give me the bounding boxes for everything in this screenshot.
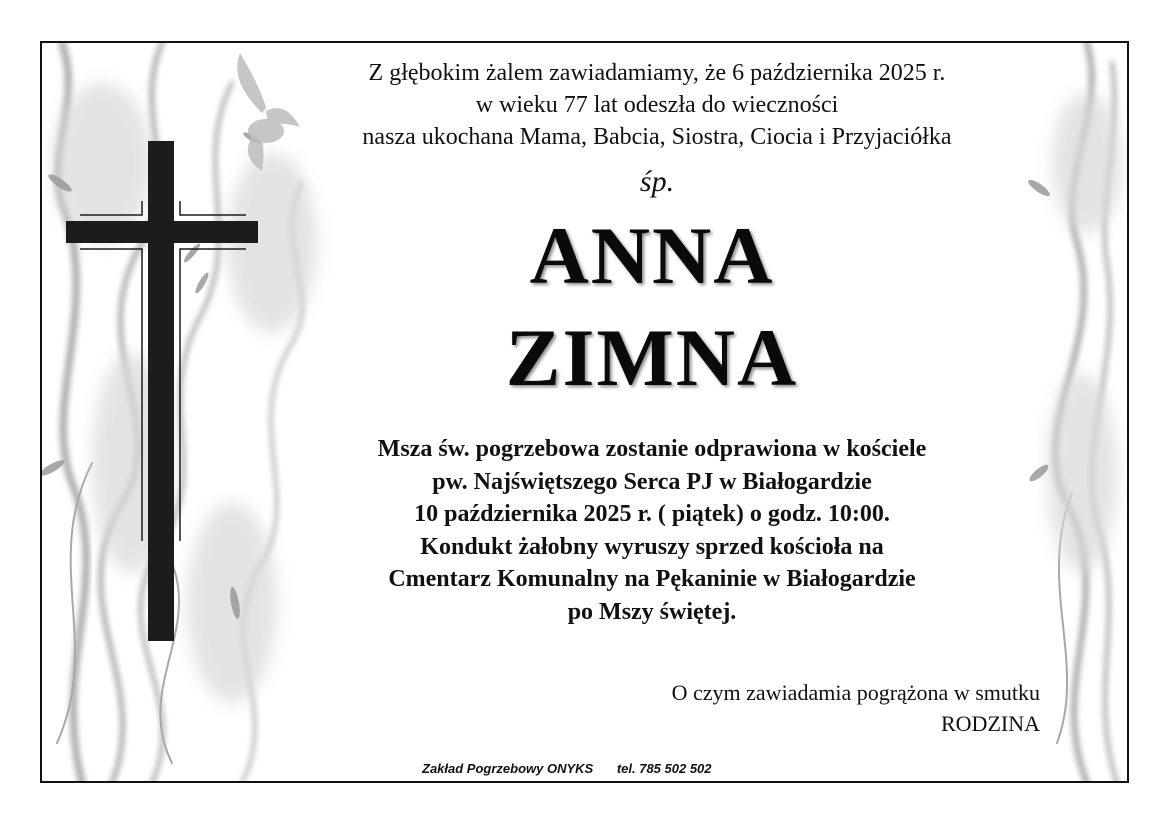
funeral-home-phone: tel. 785 502 502: [616, 761, 712, 776]
intro-line-3: nasza ukochana Mama, Babcia, Siostra, Ciocia i Przyjaciółka: [362, 124, 952, 150]
ceremony-line-6: po Mszy świętej.: [567, 598, 737, 625]
funeral-home-name: Zakład Pogrzebowy ONYKS: [422, 761, 594, 776]
deceased-first-name: ANNA: [529, 210, 775, 301]
funeral-details: [282, 433, 1022, 628]
closing-line: O czym zawiadamia pogrążona w smutku: [671, 680, 1040, 705]
ceremony-line-1: Msza św. pogrzebowa zostanie odprawiona w kościele: [377, 436, 927, 462]
family-signature: RODZINA: [941, 711, 1040, 736]
obituary-frame: [40, 41, 1129, 783]
ceremony-line-2: pw. Najświętszego Serca PJ w Białogardzie: [432, 468, 872, 495]
cross-icon: [66, 141, 258, 641]
deceased-last-name: ZIMNA: [505, 312, 799, 403]
honorific: śp.: [639, 165, 675, 198]
closing-signature: [582, 677, 1040, 739]
ceremony-line-5: Cmentarz Komunalny na Pękaninie w Białogardzie: [388, 566, 916, 592]
funeral-home-footer: [422, 761, 782, 776]
announcement-intro: [282, 57, 1032, 153]
smoke-right-decoration: [1027, 43, 1127, 783]
ceremony-line-4: Kondukt żałobny wyruszy sprzed kościoła na: [420, 533, 884, 560]
intro-line-2: w wieku 77 lat odeszła do wieczności: [475, 92, 839, 118]
intro-line-1: Z głębokim żalem zawiadamiamy, że 6 października 2025 r.: [368, 60, 946, 86]
ceremony-line-3: 10 października 2025 r. ( piątek) o godz. 10:00.: [414, 501, 890, 527]
